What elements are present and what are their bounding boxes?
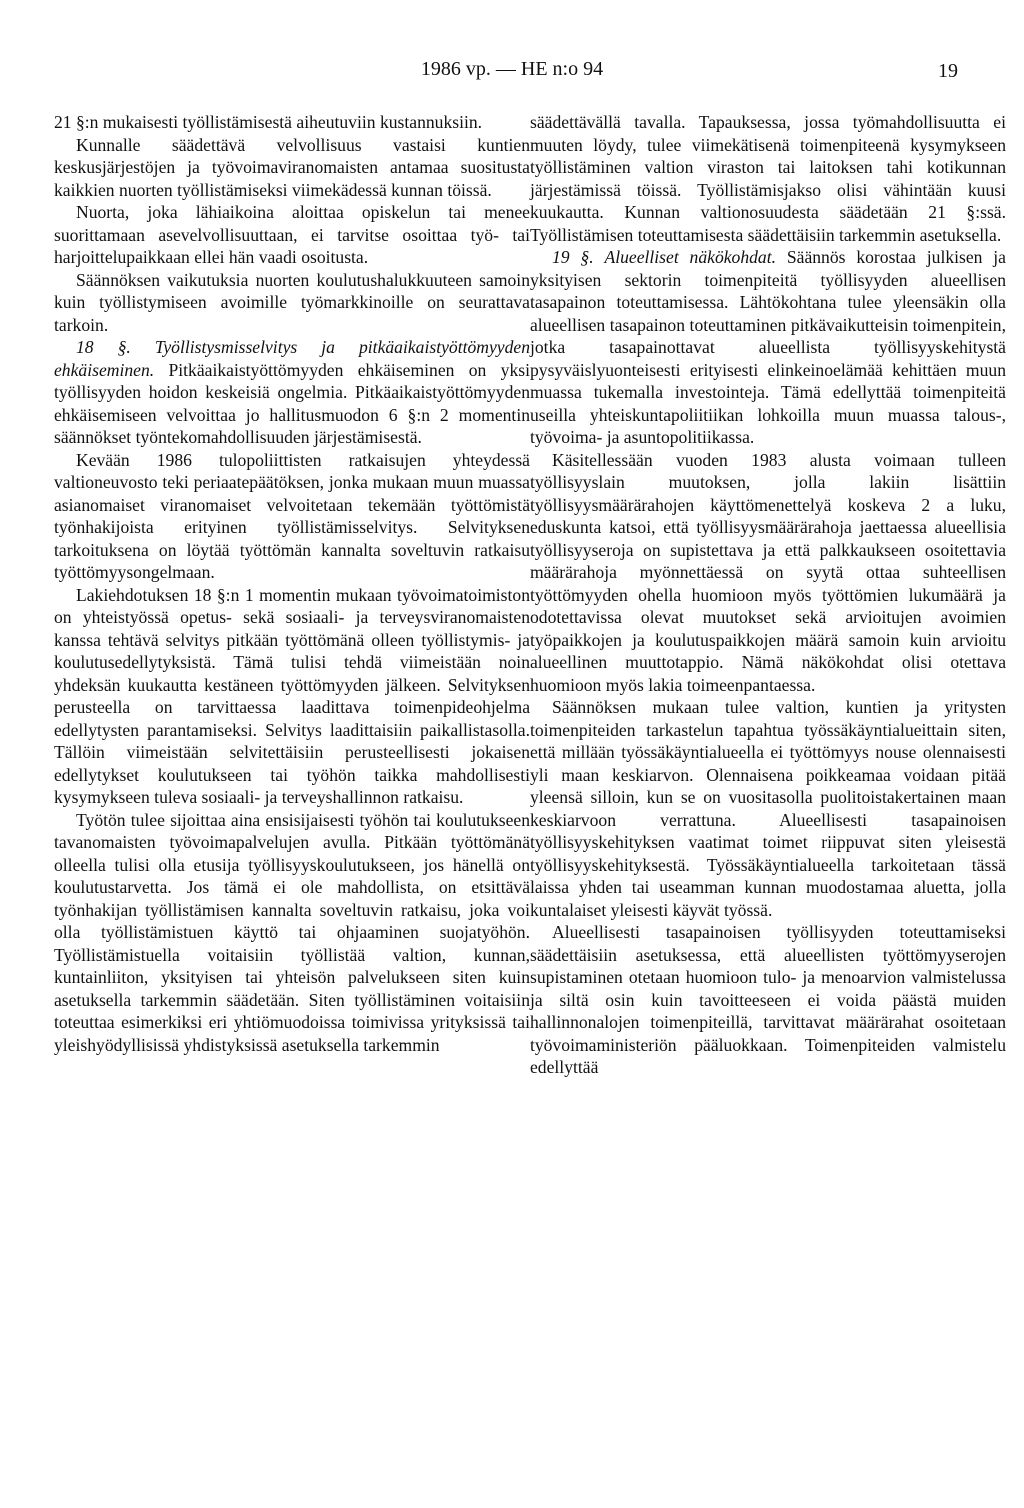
section-title: Työllistysmisselvitys ja pitkäaikaistyöttömyyden ehkäiseminen.	[54, 337, 530, 380]
section-paragraph	[530, 246, 1006, 449]
paragraph-text: Pitkäaikaistyöttömyyden ehkäiseminen on yksi työllisyyden hoidon keskeisiä ongelmia. Pitkäaikaistyöttömyyden ehkäisemiseen velvoittaa jo hallitusmuodon 6 §:n 2 momentin säännökset työntekomahdollisuuden järjestämisestä.	[54, 359, 530, 447]
paragraph: Käsitellessään vuoden 1983 alusta voimaan tulleen työllisyyslain muutoksen, jolla lakiin lisättiin työllisyysmäärärahojen käyttömenettelyä koskeva 2 a luku, eduskunta katsoi, että työllisyysmäärärahoja jaettaessa alueellisia työllisyyseroja on supistettava ja että palkkaukseen osoitettavia määrärahoja myönnettäessä on syytä ottaa suhteellisen työttömyyden ohella huomioon myös työttömien lukumäärä ja odotettavissa olevat muutokset sekä arvioitujen avoimien työpaikkojen ja koulutuspaikkojen määrä samoin kuin arvioitu alueellinen muuttotappio. Nämä näkökohdat olisi otettava huomioon myös lakia toimeenpantaessa.	[530, 449, 1006, 695]
running-header: 1986 vp. — HE n:o 94	[420, 58, 604, 80]
paragraph: Kevään 1986 tulopoliittisten ratkaisujen yhteydessä valtioneuvosto teki periaatepäätöksen, jonka mukaan muun muassa asianomaiset viranomaiset velvoitetaan tekemään työttömistä työnhakijoista erityinen työllistämisselvitys. Selvityksen tarkoituksena on löytää työttömän kannalta soveltuvin ratkaisu työttömyysongelmaan.	[54, 449, 530, 582]
section-number: 19 §.	[552, 247, 594, 267]
page-header	[0, 58, 1024, 86]
paragraph: Säännöksen vaikutuksia nuorten koulutushalukkuuteen samoin kuin työllistymiseen avoimille työmarkkinoille on seurattava tarkoin.	[54, 269, 530, 335]
section-title: Alueelliset näkökohdat.	[604, 247, 777, 267]
right-column	[530, 111, 1006, 1079]
paragraph-text: Säännös korostaa julkisen ja yksityisen sektorin toimenpiteitä työllisyyden alueellisen tasapainon toteuttamisessa. Lähtökohtana tulee yleensäkin olla alueellisen tasapainon toteuttaminen pitkävaikutteisin toimenpitein, jotka tasapainottavat alueellista työllisyyskehitystä pysyväislyuonteisesti erityisesti elinkeinoelämää kehittäen muun muassa tukemalla investointeja. Tämä edellyttää toimenpiteitä useilla yhteiskuntapoliitiikan lohkoilla muun muassa talous-, työvoima- ja asuntopolitiikassa.	[530, 247, 1006, 447]
paragraph: Työtön tulee sijoittaa aina ensisijaisesti työhön tai koulutukseen tavanomaisten työvoimapalvelujen avulla. Pitkään työttömänä olleella tulisi olla etusija työllisyyskoulutukseen, jos hänellä on koulutustarvetta. Jos tämä ei ole mahdollista, on etsittävä työnhakijan työllistämisen kannalta soveltuvin ratkaisu, joka voi olla työllistämistuen käyttö tai ohjaaminen suojatyöhön. Työllistämistuella voitaisiin työllistää valtion, kunnan, kuntainliiton, yksityisen tai yhteisön palvelukseen siten kuin asetuksella tarkemmin säädetään. Siten työllistäminen voitaisiin toteuttaa esimerkiksi eri yhtiömuodoissa toimivissa yrityksissä tai yleishyödyllisissä yhdistyksissä asetuksella tarkemmin	[54, 809, 530, 1055]
left-column	[54, 111, 530, 1056]
section-paragraph	[54, 336, 530, 449]
paragraph: Lakiehdotuksen 18 §:n 1 momentin mukaan työvoimatoimiston on yhteistyössä opetus- sekä sosiaali- ja terveysviranomaisten kanssa tehtävä selvitys pitkään työttömänä olleen työllistymis- ja koulutusedellytyksistä. Tämä tulisi tehdä viimeistään noin yhdeksän kuukautta kestäneen työttömyyden jälkeen. Selvityksen perusteella on tarvittaessa laadittava toimenpideohjelma edellytysten parantamiseksi. Selvitys laadittaisiin paikallistasolla. Tällöin viimeistään selvitettäisiin perusteellisesti jokaisen edellytykset koulutukseen tai työhön taikka mahdollisesti kysymykseen tuleva sosiaali- ja terveyshallinnon ratkaisu.	[54, 584, 530, 807]
paragraph: Alueellisesti tasapainoisen työllisyyden toteuttamiseksi säädettäisiin asetuksessa, että alueellisten työttömyyserojen supistaminen otetaan huomioon tulo- ja menoarvion valmistelussa ja siltä osin kuin tavoitteeseen ei voida päästä muiden hallinnonalojen toimenpiteillä, tarvittavat määrärahat osoitetaan työvoimaministeriön pääluokkaan. Toimenpiteiden valmistelu edellyttää	[530, 922, 1006, 1077]
paragraph: Säännöksen mukaan tulee valtion, kuntien ja yritysten toimenpiteiden tarkastelun tapahtua työssäkäyntialueittain siten, että millään työssäkäyntialueella ei työttömyys nouse olennaisesti yli maan keskiarvon. Olennaisena poikkeamaa voidaan pitää yleensä silloin, kun se on vuositasolla puolitoistakertainen maan keskiarvoon verrattuna. Alueellisesti tasapainoisen työllisyyskehityksen vaatimat toimet riippuvat siten yleisestä työllisyyskehityksestä. Työssäkäyntialueella tarkoitetaan tässä laissa yhden tai useamman kunnan muodostamaa aluetta, jolla kuntalaiset yleisesti käyvät työssä.	[530, 697, 1006, 920]
paragraph: Kunnalle säädettävä velvollisuus vastaisi kuntien keskusjärjestöjen ja työvoimaviranomaisten antamaa suositusta kaikkien nuorten työllistämiseksi viimekädessä kunnan töissä.	[54, 134, 530, 200]
paragraph: Nuorta, joka lähiaikoina aloittaa opiskelun tai menee suorittamaan asevelvollisuuttaan, ei tarvitse osoittaa työ- tai harjoittelupaikkaan ellei hän vaadi osoitusta.	[54, 202, 530, 267]
paragraph: 21 §:n mukaisesti työllistämisestä aiheutuviin kustannuksiin.	[54, 112, 483, 132]
page-number: 19	[938, 60, 958, 82]
paragraph: säädettävällä tavalla. Tapauksessa, jossa työmahdollisuutta ei muuten löydy, tulee viimekätisenä toimenpiteenä kysymykseen työllistäminen valtion viraston tai laitoksen tahi kotikunnan järjestämissä töissä. Työllistämisjakso olisi vähintään kuusi kuukautta. Kunnan valtionosuudesta säädetään 21 §:ssä. Työllistämisen toteuttamisesta säädettäisiin tarkemmin asetuksella.	[530, 112, 1006, 245]
section-number: 18 §.	[76, 337, 131, 357]
